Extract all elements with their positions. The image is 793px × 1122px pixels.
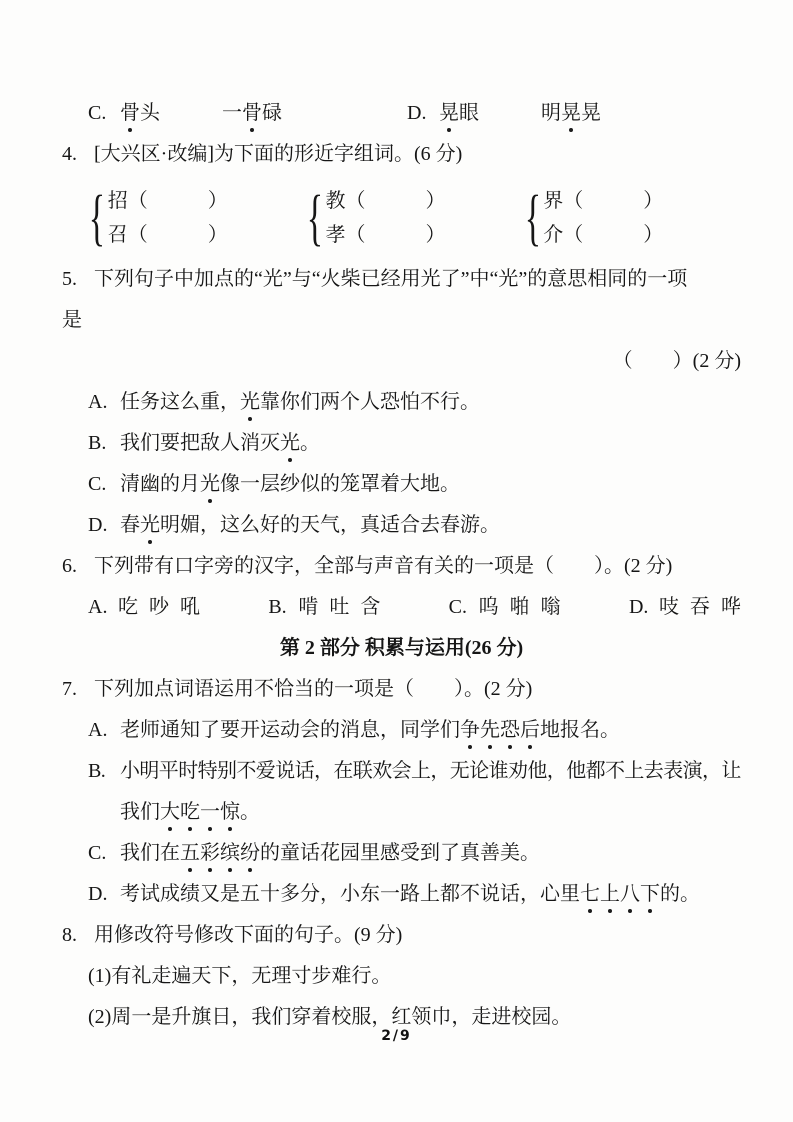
q7-option-a-label: A.: [88, 719, 108, 741]
q5-option-d: [62, 512, 741, 539]
q7-option-c-text: 我们在五彩缤纷的童话花园里感受到了真善美。: [120, 840, 540, 867]
q6-option-c: [449, 594, 561, 621]
q8-item-1-label: (1): [88, 965, 112, 987]
emphasized-char: 晃: [439, 100, 459, 127]
emphasized-char: 下: [640, 881, 660, 908]
emphasized-char: 一: [200, 799, 220, 826]
q6-options-row: [62, 594, 741, 621]
question-7-number: 7.: [62, 678, 77, 700]
q4-group-2-top: 教（ ）: [325, 190, 446, 212]
q5-option-d-text: 春光明媚，这么好的天气，真适合去春游。: [120, 512, 500, 539]
question-5-title: 下列句子中加点的“光”与“火柴已经用光了”中“光”的意思相同的一项: [94, 268, 688, 290]
page-number-indicator: 2/9: [381, 1028, 412, 1044]
q6-option-d-label: D.: [628, 596, 649, 618]
q3-option-d-word-1: 晃眼: [439, 100, 479, 127]
emphasized-char: 恐: [500, 717, 520, 744]
question-8-number: 8.: [62, 924, 77, 946]
q3-option-c-label: C.: [88, 102, 107, 124]
question-7-title: 下列加点词语运用不恰当的一项是（ ）。(2 分): [94, 678, 533, 700]
q8-item-1-text: 有礼走遍天下，无理寸步难行。: [111, 965, 392, 987]
q6-option-a-label: A.: [88, 596, 108, 618]
q4-group-2: [300, 182, 446, 254]
q8-item-2-text: 周一是升旗日，我们穿着校服，红领巾，走进校园。: [111, 1006, 572, 1028]
q4-groups-row: [82, 182, 741, 254]
emphasized-char: 八: [620, 881, 640, 908]
q5-option-a: [62, 389, 741, 416]
q6-option-b-label: B.: [268, 596, 287, 618]
question-4-title-row: [62, 141, 741, 168]
question-5-title-wrap: 是: [62, 309, 82, 331]
section-2-header: 第 2 部分 积累与运用(26 分): [279, 637, 524, 659]
emphasized-char: 先: [480, 717, 500, 744]
q7-option-d: [62, 881, 741, 908]
q4-group-2-bottom: 孝（ ）: [325, 224, 446, 246]
q5-option-c: [62, 471, 741, 498]
q7-option-c-label: C.: [88, 842, 107, 864]
question-8-title-row: [62, 922, 741, 949]
question-6-title: 下列带有口字旁的汉字，全部与声音有关的一项是（ ）。(2 分): [94, 555, 673, 577]
q7-option-c: [62, 840, 741, 867]
emphasized-char: 晃: [561, 100, 581, 127]
question-6-title-row: [62, 553, 741, 580]
q8-item-1: [62, 963, 741, 990]
q4-group-3-bottom: 介（ ）: [543, 224, 664, 246]
emphasized-char: 骨: [242, 100, 262, 127]
q7-option-d-label: D.: [88, 883, 108, 905]
q7-option-b-line-1: [62, 758, 741, 785]
q4-group-1: [82, 182, 228, 254]
q5-option-b: [62, 430, 741, 457]
q5-option-a-text: 任务这么重，光靠你们两个人恐怕不行。: [120, 389, 480, 416]
q3-option-c-word-1: 骨头: [120, 100, 160, 127]
q6-option-a-text: 吃 吵 吼: [118, 596, 200, 618]
emphasized-char: 骨: [120, 100, 140, 127]
q5-option-c-text: 清幽的月光像一层纱似的笼罩着大地。: [120, 471, 460, 498]
emphasized-char: 光: [280, 430, 300, 457]
q6-option-b: [268, 594, 380, 621]
q7-option-b-line-2: [62, 799, 741, 826]
q7-option-a: [62, 717, 741, 744]
q5-option-a-label: A.: [88, 391, 108, 413]
emphasized-char: 上: [600, 881, 620, 908]
q6-option-c-text: 呜 啪 嗡: [478, 596, 561, 618]
curly-brace-icon: {: [306, 184, 323, 252]
q4-group-1-bottom: 召（ ）: [107, 224, 228, 246]
question-5-title-row: [62, 266, 741, 293]
question-7-title-row: [62, 676, 741, 703]
emphasized-char: 纷: [240, 840, 260, 867]
emphasized-char: 惊: [220, 799, 240, 826]
q7-option-a-text: 老师通知了要开运动会的消息，同学们争先恐后地报名。: [120, 717, 620, 744]
question-8-title: 用修改符号修改下面的句子。(9 分): [94, 924, 403, 946]
question-4-title: [大兴区·改编]为下面的形近字组词。(6 分): [94, 143, 463, 165]
emphasized-char: 后: [520, 717, 540, 744]
q8-item-2-label: (2): [88, 1006, 112, 1028]
emphasized-char: 缤: [220, 840, 240, 867]
q5-option-b-text: 我们要把敌人消灭光。: [120, 430, 320, 457]
q6-option-c-label: C.: [448, 596, 467, 618]
question-6-number: 6.: [62, 555, 77, 577]
curly-brace-icon: {: [88, 184, 106, 252]
emphasized-char: 光: [200, 471, 220, 498]
q3-option-d-word-2: 明晃晃: [541, 100, 601, 127]
emphasized-char: 七: [580, 881, 600, 908]
q8-item-2: [62, 1004, 741, 1031]
emphasized-char: 光: [140, 512, 160, 539]
emphasized-char: 光: [240, 389, 260, 416]
curly-brace-icon: {: [524, 184, 541, 252]
q4-group-3-top: 界（ ）: [543, 190, 664, 212]
q7-option-b-label: B.: [88, 760, 106, 782]
emphasized-char: 争: [460, 717, 480, 744]
q6-option-a: [88, 594, 200, 621]
emphasized-char: 五: [180, 840, 200, 867]
q6-option-b-text: 啃 吐 含: [298, 596, 381, 618]
q5-option-c-label: C.: [88, 473, 107, 495]
question-5-number: 5.: [62, 268, 77, 290]
q4-group-1-top: 招（ ）: [107, 190, 228, 212]
q6-option-d: [629, 594, 741, 621]
q5-option-d-label: D.: [88, 514, 108, 536]
q3-option-d-label: D.: [407, 102, 427, 124]
question-4-number: 4.: [62, 143, 77, 165]
q3-options-row: [62, 100, 741, 127]
emphasized-char: 吃: [180, 799, 200, 826]
question-5-answer-blank: （ ）(2 分): [612, 350, 741, 372]
q4-group-3: [518, 182, 664, 254]
q3-option-c-word-2: 一骨碌: [222, 100, 282, 127]
q6-option-d-text: 吱 吞 哗: [658, 596, 741, 618]
q7-option-b-text-line-1: 小明平时特别不爱说话，在联欢会上，无论谁劝他，他都不上去表演，让: [120, 760, 741, 782]
q7-option-d-text: 考试成绩又是五十多分，小东一路上都不说话，心里七上八下的。: [120, 881, 700, 908]
q5-option-b-label: B.: [88, 432, 107, 454]
emphasized-char: 彩: [200, 840, 220, 867]
q7-option-b-text-line-2: 我们大吃一惊。: [120, 801, 260, 823]
emphasized-char: 大: [160, 799, 180, 826]
